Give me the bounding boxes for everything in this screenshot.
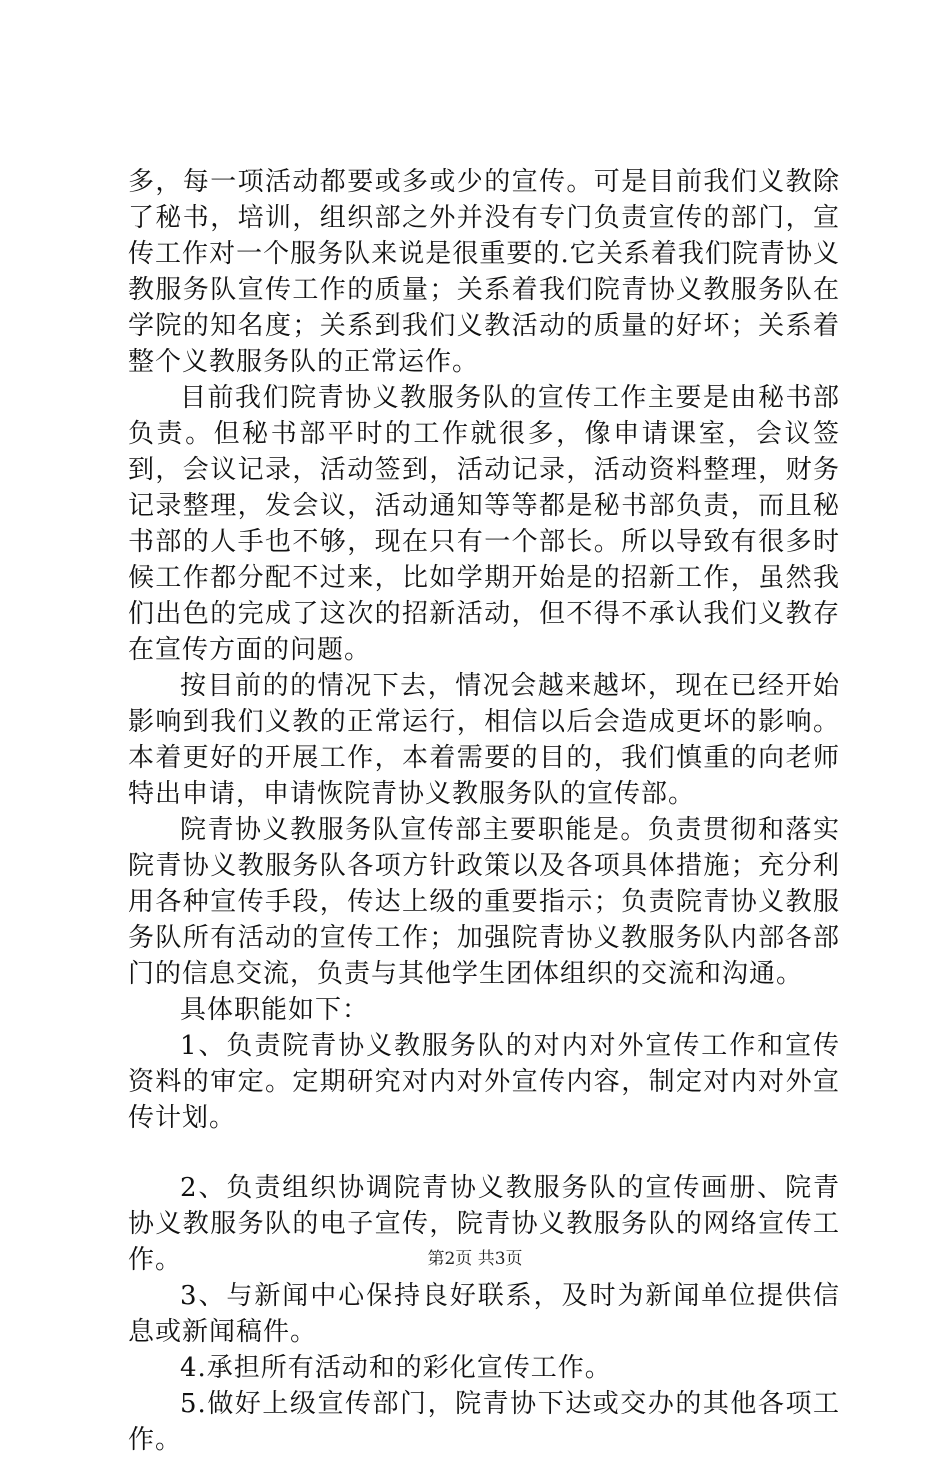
paragraph-1: 多，每一项活动都要或多或少的宣传。可是目前我们义教除了秘书，培训，组织部之外并没有专门负责宣传的部门，宣传工作对一个服务队来说是很重要的.它关系着我们院青协义教服务队宣传工作的质量；关系着我们院青协义教服务队在学院的知名度；关系到我们义教活动的质量的好坏；关系着整个义教服务队的正常运作。 (128, 167, 840, 377)
list-item-1: 1、负责院青协义教服务队的对内对外宣传工作和宣传资料的审定。定期研究对内对外宣传内容，制定对内对外宣传计划。 (128, 1031, 840, 1133)
paragraph-4: 院青协义教服务队宣传部主要职能是。负责贯彻和落实院青协义教服务队各项方针政策以及各项具体措施；充分利用各种宣传手段，传达上级的重要指示；负责院青协义教服务队所有活动的宣传工作；加强院青协义教服务队内部各部门的信息交流，负责与其他学生团体组织的交流和沟通。 (128, 815, 840, 989)
page-number-footer: 第2页 共3页 (427, 1249, 523, 1269)
blank-line (128, 1136, 840, 1170)
list-heading: 具体职能如下： (180, 995, 370, 1025)
list-item-4: 4.承担所有活动和的彩化宣传工作。 (180, 1353, 612, 1383)
paragraph-2: 目前我们院青协义教服务队的宣传工作主要是由秘书部负责。但秘书部平时的工作就很多，像申请课室，会议签到，会议记录，活动签到，活动记录，活动资料整理，财务记录整理，发会议，活动通知等等都是秘书部负责，而且秘书部的人手也不够，现在只有一个部长。所以导致有很多时候工作都分配不过来，比如学期开始是的招新工作，虽然我们出色的完成了这次的招新活动，但不得不承认我们义教存在宣传方面的问题。 (128, 383, 840, 665)
list-item-3: 3、与新闻中心保持良好联系，及时为新闻单位提供信息或新闻稿件。 (128, 1281, 840, 1347)
list-item-2: 2、负责组织协调院青协义教服务队的宣传画册、院青协义教服务队的电子宣传，院青协义教服务队的网络宣传工作。 (128, 1173, 840, 1275)
list-item-5: 5.做好上级宣传部门，院青协下达或交办的其他各项工作。 (128, 1389, 840, 1455)
paragraph-3: 按目前的的情况下去，情况会越来越坏，现在已经开始影响到我们义教的正常运行，相信以后会造成更坏的影响。本着更好的开展工作，本着需要的目的，我们慎重的向老师特出申请，申请恢院青协义教服务队的宣传部。 (128, 671, 840, 809)
